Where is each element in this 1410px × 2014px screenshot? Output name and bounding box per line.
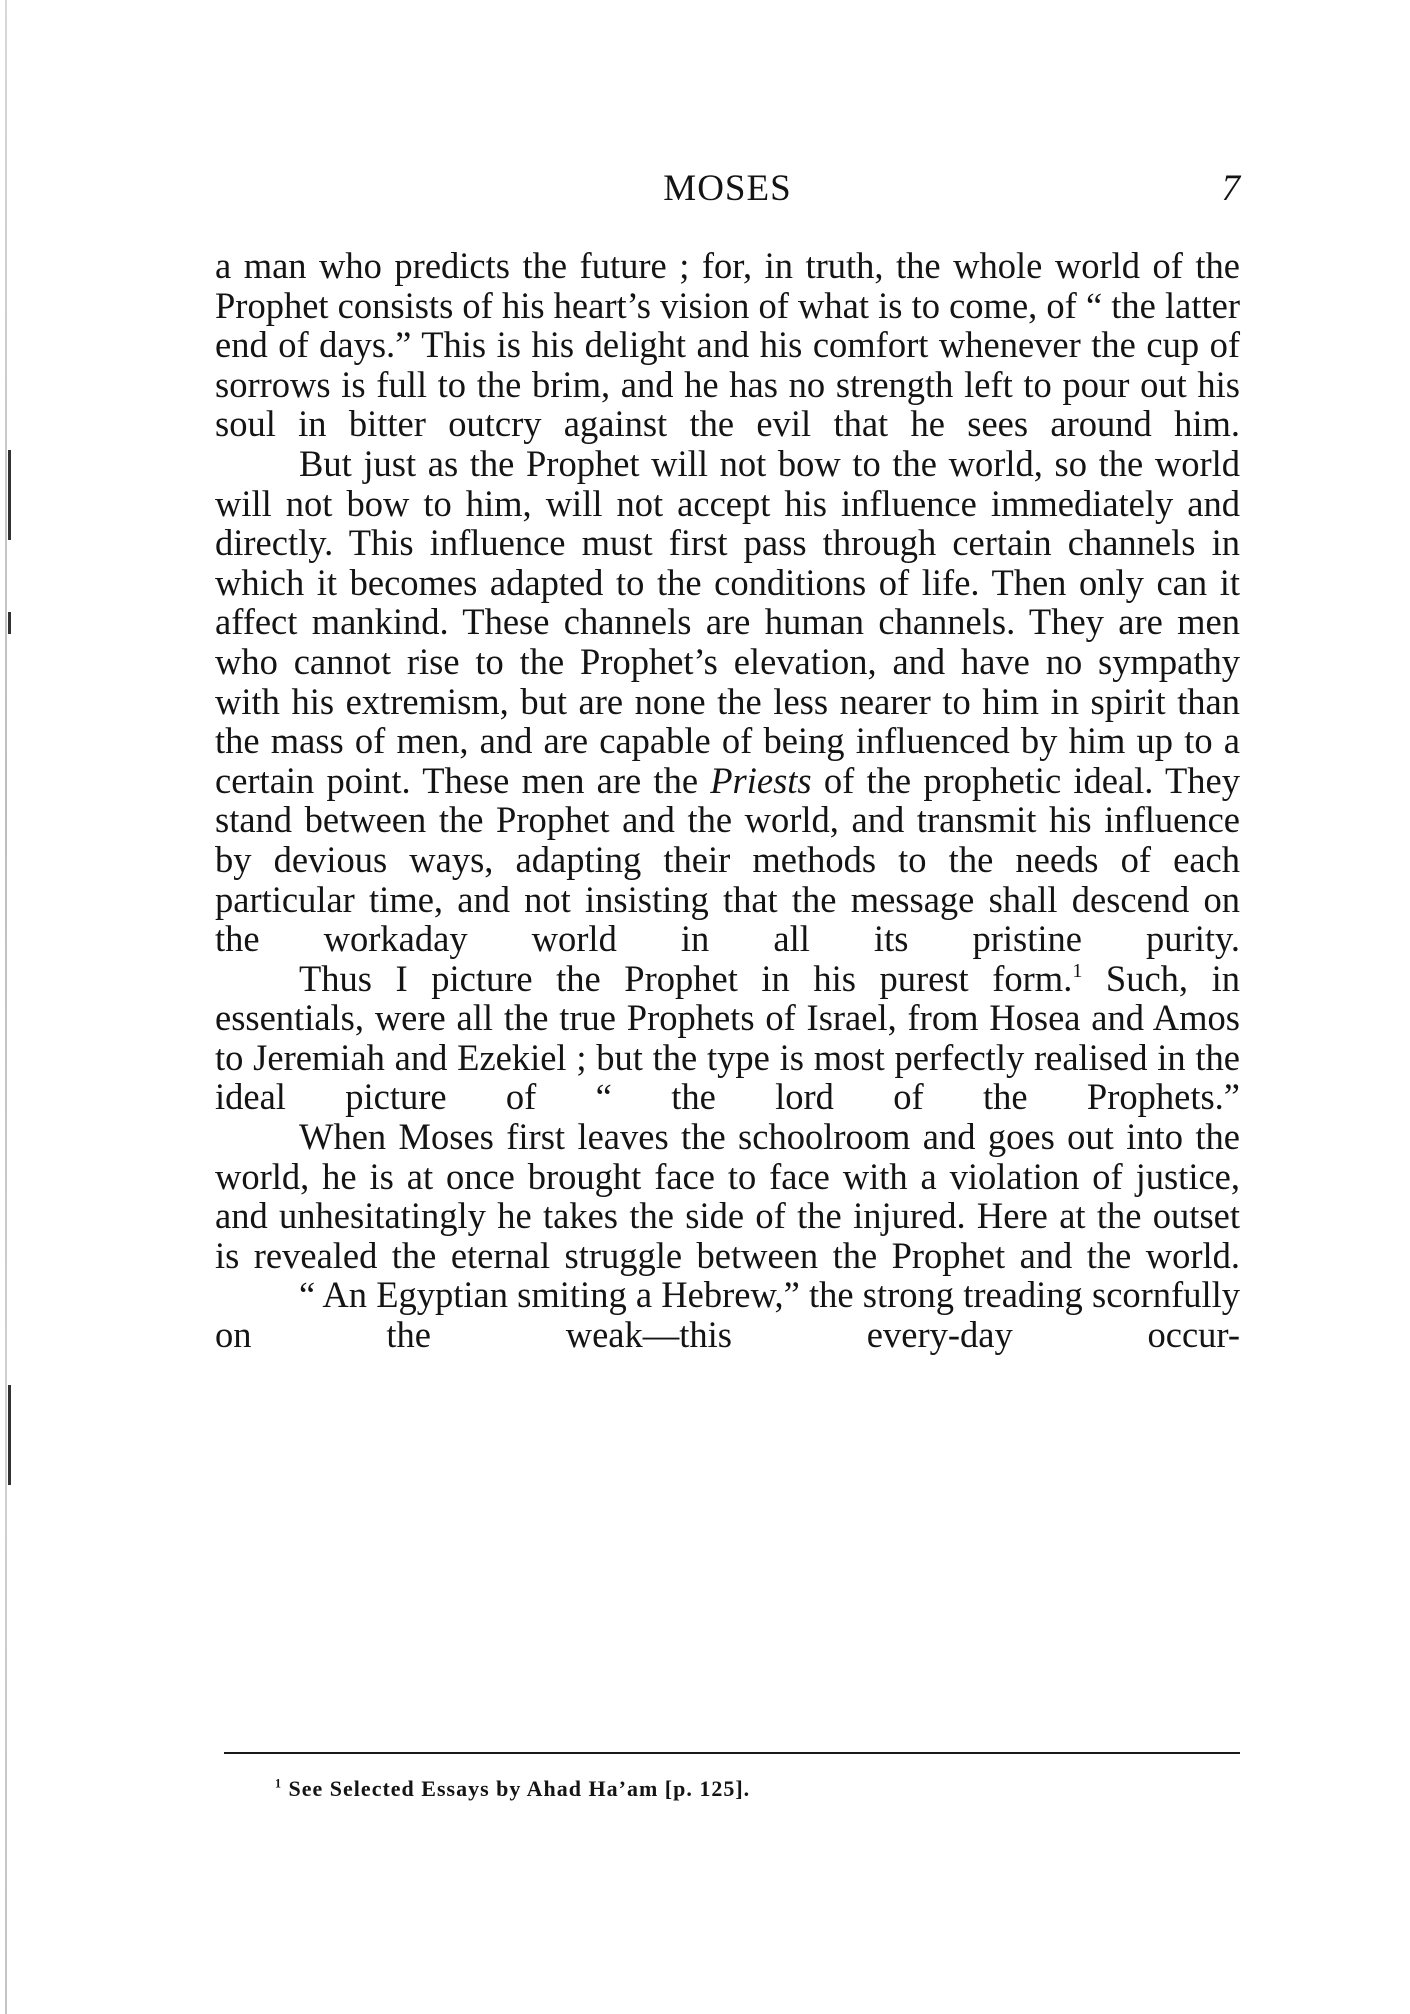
- body-text: [215, 246, 1240, 1355]
- text-run: a man who predicts the future ; for, in truth, the whole world of the Prophet consists of his heart’s vision of what is to come, of “ the latter end of days.” This is his delight and his comfort whenever the cup of sorrows is full to the brim, and he has no strength left to pour out his soul in bitter outcry against the evil that he sees around him.: [215, 245, 1240, 445]
- paragraph-4: [215, 1117, 1240, 1275]
- footnote-text: See Selected Essays by Ahad Ha’am [p. 125].: [288, 1776, 751, 1801]
- text-run: But just as the Prophet will not bow to the world, so the world will not bow to him, will not accept his influence immediately and directly. This influence must first pass through certain channels in which it becomes adapted to the conditions of life. Then only can it affect mankind. These channels are human channels. They are men who cannot rise to the Prophet’s elevation, and have no sympathy with his extremism, but are none the less nearer to him in spirit than the mass of men, and are capable of being influenced by him up to a certain point. These men are the: [215, 442, 1240, 801]
- page-number: 7: [1221, 168, 1240, 209]
- text-run: When Moses first leaves the schoolroom and goes out into the world, he is at once brought face to face with a violation of justice, and unhesitatingly he takes the side of the injured. Here at the outset is revealed the eternal struggle between the Prophet and the world.: [215, 1116, 1240, 1276]
- paragraph-3: [215, 959, 1240, 1117]
- footnote-marker: 1: [275, 1776, 283, 1791]
- text-run: “ An Egyptian smiting a Hebrew,” the strong treading scornfully on the weak—this every-day occur-: [215, 1274, 1240, 1356]
- paragraph-1: [215, 246, 1240, 444]
- binding-mark: [8, 1385, 11, 1485]
- paragraph-2: [215, 444, 1240, 959]
- text-run: Such, in essentials, were all the true Prophets of Israel, from Hosea and Amos to Jeremiah and Ezekiel ; but the type is most perfectly realised in the ideal picture of “ the lord of the Prophets.”: [215, 957, 1240, 1118]
- running-head: [215, 164, 1240, 214]
- paragraph-5: [215, 1275, 1240, 1354]
- page-binding-edge: [5, 0, 7, 2014]
- footnote-ref: 1: [1072, 959, 1083, 982]
- text-run: of the prophetic ideal. They stand between the Prophet and the world, and transmit his influence by devious ways, adapting their methods to the needs of each particular time, and not insisting that the message shall descend on the workaday world in all its pristine purity.: [215, 759, 1240, 960]
- binding-mark: [8, 450, 11, 540]
- text-run: Thus I picture the Prophet in his purest form.: [299, 957, 1073, 999]
- italic-run: Priests: [710, 759, 812, 801]
- binding-mark: [8, 612, 11, 634]
- running-title: MOSES: [663, 168, 792, 209]
- footnote: [275, 1774, 750, 1804]
- footnote-rule: [224, 1752, 1240, 1754]
